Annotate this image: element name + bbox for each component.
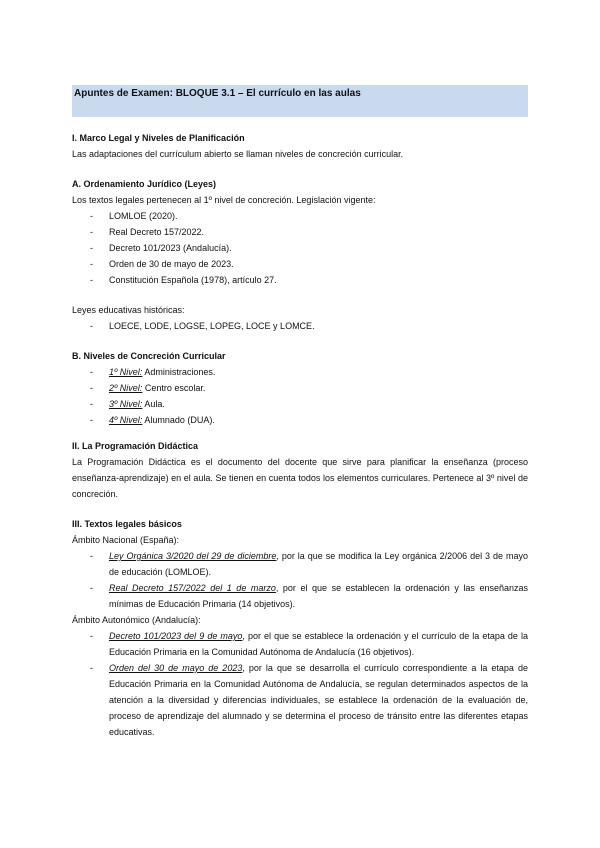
law-reference: Orden del 30 de mayo de 2023	[109, 663, 243, 673]
section-a-intro: Los textos legales pertenecen al 1º nivel de concreción. Legislación vigente:	[72, 195, 376, 205]
level-item	[72, 364, 528, 380]
page-title: Apuntes de Examen: BLOQUE 3.1 – El currículo en las aulas	[74, 88, 361, 99]
title-band	[72, 85, 528, 117]
law-reference: Real Decreto 157/2022 del 1 de marzo	[109, 583, 276, 593]
law-item	[72, 580, 528, 612]
current-laws-list	[72, 208, 528, 288]
section-1-heading: I. Marco Legal y Niveles de Planificación	[72, 133, 245, 143]
list-item: - Constitución Española (1978), artículo 27.	[72, 272, 528, 288]
law-description: , por la que se modifica la Ley orgánica 2/2006 del 3 de mayo de educación (LOMLOE).	[109, 551, 529, 577]
historic-laws-list	[72, 318, 528, 334]
level-text: Alumnado (DUA).	[142, 415, 215, 425]
list-item: - Orden de 30 de mayo de 2023.	[72, 256, 528, 272]
levels-list	[72, 364, 528, 428]
list-item: - LOMLOE (2020).	[72, 208, 528, 224]
section-a-heading: A. Ordenamiento Jurídico (Leyes)	[72, 179, 217, 189]
law-description: , por la que se desarrolla el currículo correspondiente a la etapa de Educación Primaria en la Comunidad Autónoma de Andalucía, se regulan determinados aspectos de la atención a la diversidad y diferencias individuales, se establece la ordenación de la evaluación de, proceso de aprendizaje del alumnado y se determina el proceso de tránsito entre las diferentes etapas educativas.	[109, 663, 528, 737]
section-b-heading: B. Niveles de Concreción Curricular	[72, 351, 226, 361]
section-3-heading: III. Textos legales básicos	[72, 519, 182, 529]
law-item	[72, 548, 528, 580]
law-item	[72, 628, 528, 660]
law-description: , por el que se establecen la ordenación y las enseñanzas mínimas de Educación Primaria (14 objetivos).	[109, 583, 528, 609]
section-2-heading: II. La Programación Didáctica	[72, 441, 199, 451]
list-item: - Real Decreto 157/2022.	[72, 224, 528, 240]
level-item	[72, 396, 528, 412]
list-item: - Decreto 101/2023 (Andalucía).	[72, 240, 528, 256]
list-item: - LOECE, LODE, LOGSE, LOPEG, LOCE y LOMCE.	[72, 318, 528, 334]
law-item	[72, 660, 528, 740]
national-scope-label: Ámbito Nacional (España):	[72, 535, 180, 545]
level-text: Centro escolar.	[142, 383, 206, 393]
level-item	[72, 380, 528, 396]
law-reference: Decreto 101/2023 del 9 de mayo	[109, 631, 243, 641]
autonomic-laws-list	[72, 628, 528, 740]
historic-laws-label: Leyes educativas históricas:	[72, 305, 185, 315]
level-label: 2º Nivel:	[109, 383, 143, 393]
document-body	[72, 130, 528, 740]
level-text: Aula.	[142, 399, 165, 409]
law-description: , por el que se establece la ordenación y el currículo de la etapa de la Educación Primaria en la Comunidad Autónoma de Andalucía (16 objetivos).	[109, 631, 528, 657]
level-label: 3º Nivel:	[109, 399, 143, 409]
section-1-text: Las adaptaciones del currículum abierto se llaman niveles de concreción curricular.	[72, 149, 404, 159]
level-text: Administraciones.	[142, 367, 216, 377]
level-label: 4º Nivel:	[109, 415, 143, 425]
national-laws-list	[72, 548, 528, 612]
law-reference: Ley Orgánica 3/2020 del 29 de diciembre	[109, 551, 277, 561]
autonomic-scope-label: Ámbito Autonómico (Andalucía):	[72, 615, 201, 625]
level-label: 1º Nivel:	[109, 367, 143, 377]
section-2-text: La Programación Didáctica es el documento del docente que sirve para planificar la enseñanza (proceso enseñanza-aprendizaje) en el aula. Se tienen en cuenta todos los elementos curriculares. Pertenece al 3º nivel de concreción.	[72, 457, 528, 499]
level-item	[72, 412, 528, 428]
